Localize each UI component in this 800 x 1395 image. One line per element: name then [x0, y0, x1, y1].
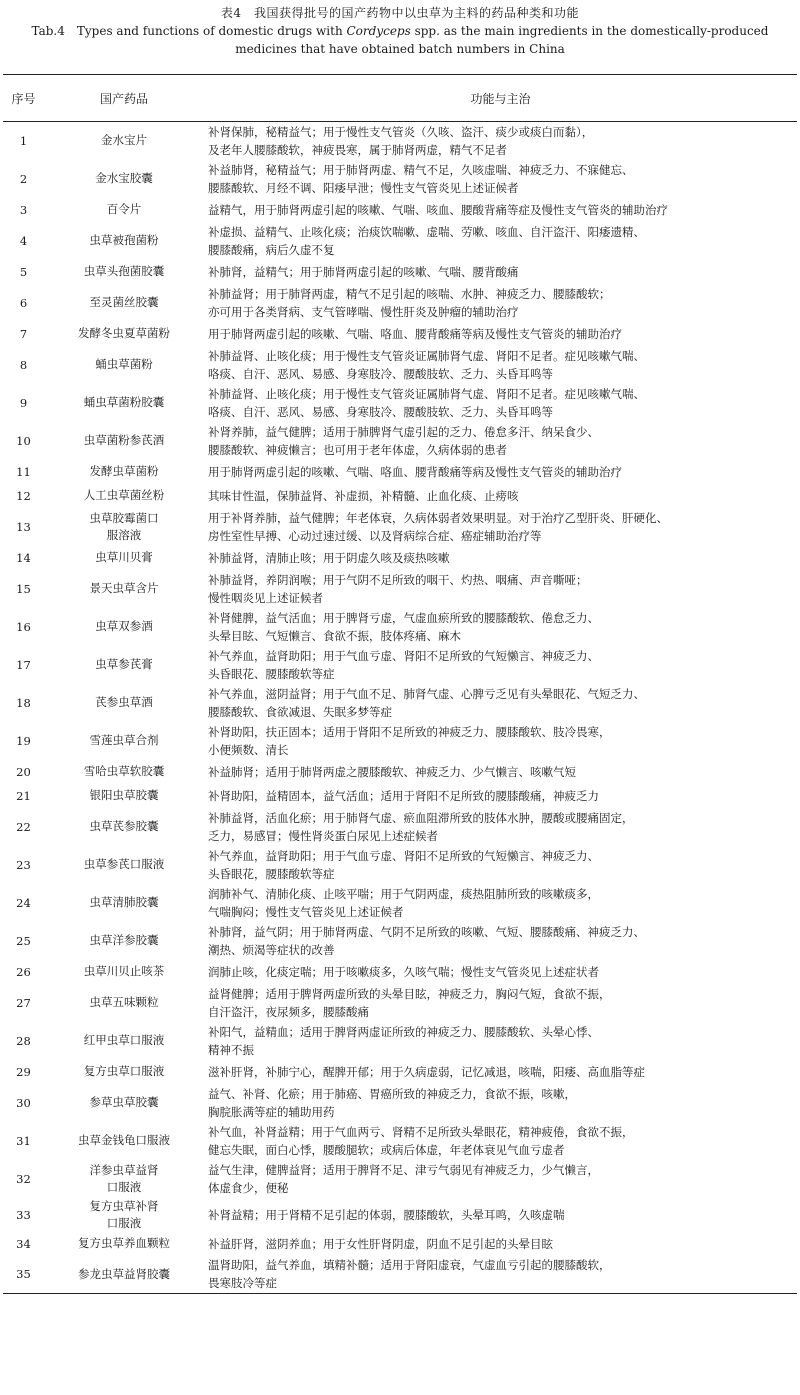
row-number: 19	[16, 733, 31, 748]
drug-function	[204, 1084, 797, 1122]
drug-name: 虫草双参酒	[95, 619, 153, 633]
table-row	[3, 1256, 797, 1294]
table-header-row	[3, 75, 797, 122]
table-row	[3, 260, 797, 284]
drug-function	[204, 760, 797, 784]
drug-name: 参草虫草胶囊	[89, 1095, 159, 1109]
function-line: 用于补肾养肺，益气健脾；年老体衰，久病体弱者效果明显。对于治疗乙型肝炎、肝硬化、	[208, 510, 668, 525]
drug-name: 百令片	[106, 202, 142, 216]
row-number: 10	[16, 433, 31, 448]
drug-function	[204, 984, 797, 1022]
row-number: 29	[16, 1064, 31, 1079]
row-number: 30	[16, 1095, 31, 1110]
drug-name: 金水宝片	[101, 133, 147, 148]
drug-function	[204, 508, 797, 546]
table-row	[3, 322, 797, 346]
drug-name: 景天虫草含片	[89, 581, 159, 595]
drug-function	[204, 122, 797, 160]
function-line: 精神不振	[208, 1042, 254, 1057]
table-row	[3, 1160, 797, 1198]
drug-table	[3, 74, 797, 1294]
row-number: 22	[16, 819, 31, 834]
drug-function	[204, 808, 797, 846]
row-number: 35	[3, 1256, 44, 1294]
row-number: 14	[16, 550, 31, 565]
drug-name: 虫草芪参胶囊	[89, 819, 159, 833]
row-number: 4	[19, 233, 28, 248]
row-number: 27	[16, 995, 31, 1010]
drug-name: 参龙虫草益肾胶囊	[44, 1256, 204, 1294]
function-line: 润肺止咳，化痰定喘；用于咳嗽痰多，久咳气喘；慢性支气管炎见上述症状者	[208, 964, 599, 979]
function-line: 房性室性早搏、心动过速过缓、以及肾病综合症、癌症辅助治疗等	[208, 528, 542, 543]
function-line: 补肺肾，益气阴；用于肺肾两虚、气阴不足所致的咳嗽、气短、腰膝酸痛、神疲乏力、	[208, 924, 645, 939]
drug-function	[204, 222, 797, 260]
table-row	[3, 1022, 797, 1060]
function-line: 慢性咽炎见上述证候者	[208, 590, 323, 605]
function-line: 咯痰、自汗、恶风、易感、身寒肢冷、腰酸肢软、乏力、头昏耳鸣等	[208, 366, 553, 381]
drug-function	[204, 1022, 797, 1060]
row-number: 1	[19, 133, 28, 148]
table-row	[3, 884, 797, 922]
row-number: 11	[16, 464, 31, 479]
function-line: 补肺益肾、止咳化痰；用于慢性支气管炎证属肺肾气虚、肾阳不足者。症见咳嗽气喘、	[208, 386, 645, 401]
drug-function	[204, 198, 797, 222]
drug-name: 复方虫草口服液	[83, 1064, 165, 1078]
drug-function	[204, 422, 797, 460]
table-row	[3, 460, 797, 484]
table-row	[3, 1232, 797, 1256]
header-name: 国产药品	[44, 75, 204, 122]
function-line: 补气血，补肾益精；用于气血两亏、肾精不足所致头晕眼花，精神疲倦，食欲不振，	[208, 1124, 634, 1139]
drug-function	[204, 1060, 797, 1084]
function-line: 益精气，用于肺肾两虚引起的咳嗽、气喘、咳血、腰酸背痛等症及慢性支气管炎的辅助治疗	[208, 202, 668, 217]
drug-name: 发酵虫草菌粉	[89, 464, 159, 478]
table-row	[3, 198, 797, 222]
drug-function	[204, 960, 797, 984]
drug-function	[204, 922, 797, 960]
row-number: 12	[16, 488, 31, 503]
drug-name: 人工虫草菌丝粉	[83, 488, 165, 502]
drug-name: 虫草被孢菌粉	[89, 233, 159, 247]
function-line: 补阳气，益精血；适用于脾肾两虚证所致的神疲乏力、腰膝酸软、头晕心悸、	[208, 1024, 599, 1039]
function-line: 补益肺肾；适用于肺肾两虚之腰膝酸软、神疲乏力、少气懒言、咳嗽气短	[208, 764, 576, 779]
function-line: 益气、补肾、化瘀；用于肺癌、胃癌所致的神疲乏力，食欲不振，咳嗽，	[208, 1086, 576, 1101]
table-row	[3, 1060, 797, 1084]
table-caption	[0, 0, 800, 58]
table-row	[3, 608, 797, 646]
row-number: 23	[16, 857, 31, 872]
function-line: 补肾助阳，扶正固本；适用于肾阳不足所致的神疲乏力、腰膝酸软、肢冷畏寒，	[208, 724, 611, 739]
function-line: 腰膝酸痛，病后久虚不复	[208, 242, 335, 257]
row-number: 32	[16, 1171, 31, 1186]
drug-function	[204, 322, 797, 346]
function-line: 补益肺肾，秘精益气；用于肺肾两虚、精气不足，久咳虚喘、神疲乏力、不寐健忘、	[208, 162, 634, 177]
table-row	[3, 284, 797, 322]
row-number: 24	[16, 895, 31, 910]
row-number: 31	[16, 1133, 31, 1148]
function-line: 益肾健脾；适用于脾肾两虚所致的头晕目眩，神疲乏力，胸闷气短，食欲不振，	[208, 986, 611, 1001]
drug-function	[204, 884, 797, 922]
row-number: 5	[19, 264, 28, 279]
function-line: 咯痰、自汗、恶风、易感、身寒肢冷、腰酸肢软、乏力、头昏耳鸣等	[208, 404, 553, 419]
caption-english	[0, 22, 800, 58]
drug-function	[204, 160, 797, 198]
function-line: 补肺益肾，清肺止咳；用于阴虚久咳及痰热咳嗽	[208, 550, 450, 565]
caption-chinese: 表4 我国获得批号的国产药物中以虫草为主料的药品种类和功能	[220, 6, 580, 20]
function-line: 亦可用于各类肾病、支气管哮喘、慢性肝炎及肿瘤的辅助治疗	[208, 304, 519, 319]
table-row	[3, 422, 797, 460]
header-func: 功能与主治	[204, 75, 797, 122]
row-number: 28	[16, 1033, 31, 1048]
drug-name: 复方虫草补肾口服液	[89, 1198, 159, 1230]
caption-english-prefix: Tab.4 Types and functions of domestic drugs with	[31, 24, 347, 38]
drug-name: 虫草五味颗粒	[89, 995, 159, 1009]
table-row	[3, 922, 797, 960]
drug-name: 发酵冬虫夏草菌粉	[78, 326, 170, 340]
drug-function	[204, 384, 797, 422]
function-line: 补气养血，滋阴益肾；用于气血不足、肺肾气虚、心脾亏乏见有头晕眼花、气短乏力、	[208, 686, 645, 701]
function-line: 头晕目眩、气短懒言、食欲不振，肢体疼痛、麻木	[208, 628, 461, 643]
function-line: 及老年人腰膝酸软，神疲畏寒，属于肺肾两虚，精气不足者	[208, 142, 507, 157]
table-row	[3, 784, 797, 808]
drug-function	[204, 260, 797, 284]
function-line: 补肺益肾，活血化瘀；用于肺肾气虚、瘀血阻滞所致的肢体水肿，腰酸或腰痛固定，	[208, 810, 634, 825]
function-line: 补虚损、益精气、止咳化痰；治痰饮喘嗽、虚喘、劳嗽、咳血、自汗盗汗、阳痿遗精、	[208, 224, 645, 239]
function-line: 益气生津，健脾益肾；适用于脾肾不足、津亏气弱见有神疲乏力，少气懒言，	[208, 1162, 599, 1177]
drug-name: 芪参虫草酒	[95, 695, 153, 709]
table-row	[3, 546, 797, 570]
drug-name: 红甲虫草口服液	[83, 1033, 165, 1047]
drug-name: 虫草金钱龟口服液	[78, 1133, 170, 1147]
table-row	[3, 222, 797, 260]
function-line: 补气养血，益肾助阳；用于气血亏虚、肾阳不足所致的气短懒言、神疲乏力、	[208, 848, 599, 863]
drug-function	[204, 684, 797, 722]
row-number: 13	[16, 519, 31, 534]
function-line: 健忘失眠，面白心悸，腰酸腿软；或病后体虚，年老体衰见气血亏虚者	[208, 1142, 565, 1157]
drug-function	[204, 284, 797, 322]
table-row	[3, 646, 797, 684]
function-line: 补益肝肾，滋阴养血；用于女性肝肾阴虚，阴血不足引起的头晕目眩	[208, 1236, 553, 1251]
row-number: 2	[19, 171, 28, 186]
row-number: 26	[16, 964, 31, 979]
function-line: 补肾健脾，益气活血；用于脾肾亏虚，气虚血瘀所致的腰膝酸软、倦怠乏力、	[208, 610, 599, 625]
table-row	[3, 160, 797, 198]
function-line: 补肾养肺，益气健脾；适用于肺脾肾气虚引起的乏力、倦怠多汗、纳呆食少、	[208, 424, 599, 439]
drug-name: 蛹虫草菌粉胶囊	[83, 395, 165, 409]
table-row	[3, 384, 797, 422]
table-row	[3, 508, 797, 546]
table-row	[3, 1084, 797, 1122]
table-row	[3, 346, 797, 384]
drug-name: 雪哈虫草软胶囊	[83, 764, 165, 778]
row-number: 33	[16, 1207, 31, 1222]
table-row	[3, 960, 797, 984]
table-row	[3, 484, 797, 508]
row-number: 15	[16, 581, 31, 596]
caption-english-genus: Cordyceps	[346, 24, 411, 38]
function-line: 润肺补气、清肺化痰、止咳平喘；用于气阴两虚，痰热阻肺所致的咳嗽痰多，	[208, 886, 599, 901]
row-number: 18	[16, 695, 31, 710]
drug-function	[204, 784, 797, 808]
drug-function	[204, 546, 797, 570]
function-line: 乏力，易感冒；慢性肾炎蛋白尿见上述症候者	[208, 828, 438, 843]
function-line: 畏寒肢冷等症	[208, 1276, 277, 1291]
row-number: 7	[19, 326, 28, 341]
function-line: 补肺益肾、止咳化痰；用于慢性支气管炎证属肺肾气虚、肾阳不足者。症见咳嗽气喘、	[208, 348, 645, 363]
drug-name: 复方虫草养血颗粒	[78, 1236, 170, 1250]
row-number: 8	[19, 357, 28, 372]
row-number: 3	[19, 202, 28, 217]
drug-name: 虫草菌粉参芪酒	[83, 433, 165, 447]
function-line: 头昏眼花、腰膝酸软等症	[208, 666, 335, 681]
table-row	[3, 984, 797, 1022]
table-row	[3, 846, 797, 884]
drug-function	[204, 484, 797, 508]
drug-function	[204, 608, 797, 646]
table-row	[3, 570, 797, 608]
row-number: 17	[16, 657, 31, 672]
caption-english-suffix: spp. as the main ingredients in the domestically-produced medicines that have obtained batch numbers in China	[235, 24, 769, 56]
drug-name: 虫草洋参胶囊	[89, 933, 159, 947]
table-row	[3, 760, 797, 784]
function-line: 用于肺肾两虚引起的咳嗽、气喘、咯血、腰背酸痛等病及慢性支气管炎的辅助治疗	[208, 326, 622, 341]
drug-function	[204, 646, 797, 684]
function-line: 用于肺肾两虚引起的咳嗽、气喘、咯血、腰背酸痛等病及慢性支气管炎的辅助治疗	[208, 464, 622, 479]
table-row	[3, 684, 797, 722]
function-line: 滋补肝肾，补肺宁心，醒脾开郁；用于久病虚弱，记忆减退，咳喘，阳痿、高血脂等症	[208, 1064, 645, 1079]
drug-name: 金水宝胶囊	[95, 171, 153, 185]
row-number: 9	[19, 395, 28, 410]
row-number: 34	[16, 1236, 31, 1251]
row-number: 21	[16, 788, 31, 803]
drug-name: 虫草胶霉菌口服溶液	[89, 510, 159, 542]
drug-name: 雪莲虫草合剂	[89, 733, 159, 747]
function-line: 体虚食少，便秘	[208, 1180, 289, 1195]
row-number: 16	[16, 619, 31, 634]
table-row	[3, 722, 797, 760]
drug-name: 虫草川贝止咳茶	[83, 964, 165, 978]
table-row	[3, 1122, 797, 1160]
drug-name: 至灵菌丝胶囊	[89, 295, 159, 309]
drug-function	[204, 722, 797, 760]
drug-name: 虫草头孢菌胶囊	[83, 264, 165, 278]
function-line: 气喘胸闷；慢性支气管炎见上述证候者	[208, 904, 404, 919]
drug-name: 蛹虫草菌粉	[95, 357, 153, 371]
function-line: 其味甘性温，保肺益肾、补虚损，补精髓、止血化痰、止痨咳	[208, 488, 519, 503]
drug-function	[204, 1122, 797, 1160]
function-line: 腰膝酸软、食欲减退、失眠多梦等症	[208, 704, 392, 719]
function-line: 补肾助阳，益精固本，益气活血；适用于肾阳不足所致的腰膝酸痛，神疲乏力	[208, 788, 599, 803]
row-number: 6	[19, 295, 28, 310]
drug-function	[204, 1256, 797, 1294]
function-line: 潮热、烦渴等症状的改善	[208, 942, 335, 957]
function-line: 腰膝酸软、神疲懒言；也可用于老年体虚，久病体弱的患者	[208, 442, 507, 457]
drug-name: 虫草参芪口服液	[83, 857, 165, 871]
function-line: 温肾助阳，益气养血，填精补髓；适用于肾阳虚衰，气虚血亏引起的腰膝酸软，	[208, 1258, 611, 1273]
function-line: 补肺益肾，养阴润喉；用于气阴不足所致的咽干、灼热、咽痛、声音嘶哑；	[208, 572, 588, 587]
function-line: 自汗盗汗，夜尿频多，腰膝酸痛	[208, 1004, 369, 1019]
table-row	[3, 808, 797, 846]
function-line: 补肺肾，益精气；用于肺肾两虚引起的咳嗽、气喘、腰背酸痛	[208, 264, 519, 279]
function-line: 补肾益精；用于肾精不足引起的体弱，腰膝酸软，头晕耳鸣，久咳虚喘	[208, 1207, 565, 1222]
function-line: 补气养血，益肾助阳；用于气血亏虚、肾阳不足所致的气短懒言、神疲乏力、	[208, 648, 599, 663]
function-line: 腰膝酸软、月经不调、阳痿早泄；慢性支气管炎见上述证候者	[208, 180, 519, 195]
drug-function	[204, 570, 797, 608]
drug-function	[204, 460, 797, 484]
drug-function	[204, 346, 797, 384]
drug-name: 虫草参芪膏	[95, 657, 153, 671]
drug-function	[204, 1160, 797, 1198]
drug-name: 洋参虫草益肾口服液	[89, 1162, 159, 1194]
table-body	[3, 122, 797, 1294]
function-line: 补肺益肾；用于肺肾两虚，精气不足引起的咳喘、水肿、神疲乏力、腰膝酸软；	[208, 286, 611, 301]
row-number: 20	[16, 764, 31, 779]
function-line: 小便频数、清长	[208, 742, 289, 757]
function-line: 胸脘胀满等症的辅助用药	[208, 1104, 335, 1119]
drug-function	[204, 846, 797, 884]
drug-name: 银阳虫草胶囊	[89, 788, 159, 802]
drug-name: 虫草清肺胶囊	[89, 895, 159, 909]
function-line: 头昏眼花，腰膝酸软等症	[208, 866, 335, 881]
table-row	[3, 122, 797, 160]
function-line: 补肾保肺，秘精益气；用于慢性支气管炎（久咳、盗汗、痰少或痰白而黏），	[208, 124, 594, 139]
drug-name: 虫草川贝膏	[95, 550, 153, 564]
header-no: 序号	[3, 75, 44, 122]
row-number: 25	[16, 933, 31, 948]
drug-function	[204, 1232, 797, 1256]
table-row	[3, 1198, 797, 1232]
drug-function	[204, 1198, 797, 1232]
